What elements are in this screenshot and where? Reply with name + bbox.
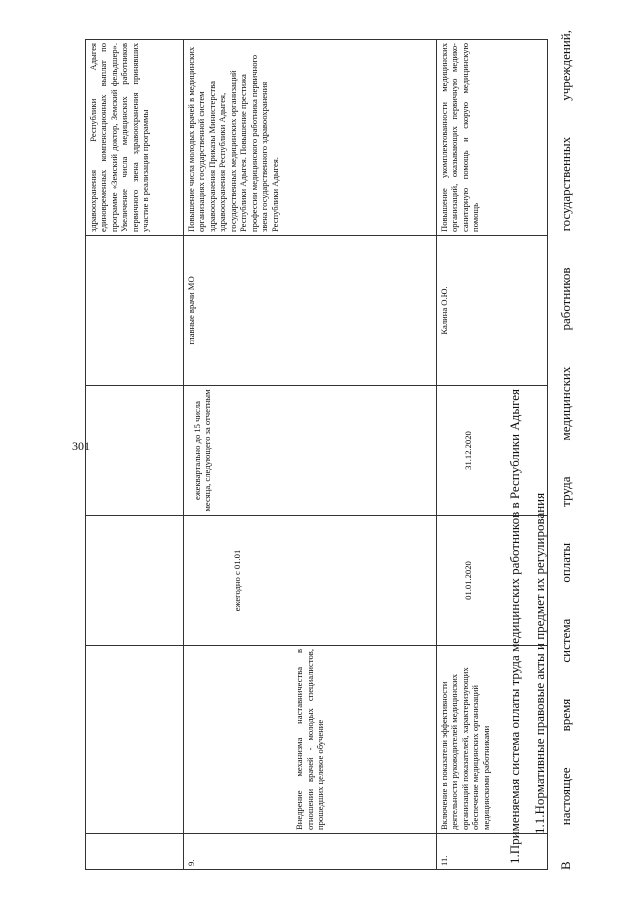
subsection-heading: 1.1.Нормативные правовые акты и предмет их регулирования (532, 492, 547, 834)
row-number: 11. (437, 834, 548, 870)
table-row (184, 40, 437, 870)
start-date-cell: ежегодно с 01.01 (184, 516, 437, 646)
table-cell (86, 386, 184, 516)
results-cell: здравоохранения Республики Адыгея единовременных компенсационных выплат по программе «Земский доктор, Земский фельдшер». Увеличение числа медицинских работников первичного звена здравоохранения принявших участие в реализации программы (86, 40, 184, 236)
action-cell: Внедрение механизма наставничества в отношении врачей - молодых специалистов, прошедших целевое обучение (184, 646, 437, 834)
measures-table (85, 39, 548, 870)
end-date-cell: 31.12.2020 (437, 386, 548, 516)
table-cell (86, 516, 184, 646)
results-cell: Повышение числа молодых врачей в медицинских организациях государственной систем здравоохранения Приказы Министерства здравоохранения Республики Адыгея, государственных медицинских организаций Республики Адыгея. Повышение престижа профессии медицинского работника первичного звена государственного здравоохранения Республики Адыгея. (184, 40, 437, 236)
page-number-text: 301 (72, 439, 90, 453)
row-number: 9. (184, 834, 437, 870)
rotated-page-content (85, 30, 600, 870)
table-row (437, 40, 548, 870)
action-cell: Включение в показатели эффективности деятельности руководителей медицинских организаций показателей, характеризующих обеспечение медицинских организаций медицинскими работниками (437, 646, 548, 834)
table-row (86, 40, 184, 870)
start-date-cell: 01.01.2020 (437, 516, 548, 646)
responsible-cell: главные врачи МО (184, 236, 437, 386)
end-date-cell: ежеквартально до 15 числа месяца, следующего за отчетным (184, 386, 437, 516)
responsible-cell: Калина О.Ю. (437, 236, 548, 386)
paragraph: В настоящее время система оплаты труда медицинских работников государственных учреждений, (558, 30, 573, 870)
section-heading: 1.Применяемая система оплаты труда медицинских работников в Республики Адыгея (507, 389, 522, 864)
table-cell (86, 236, 184, 386)
results-cell: Повышение укомплектованности медицинских организаций, оказывающих первичную медико-санитарную помощь и скорую медицинскую помощь (437, 40, 548, 236)
table-cell (86, 834, 184, 870)
table-cell (86, 646, 184, 834)
